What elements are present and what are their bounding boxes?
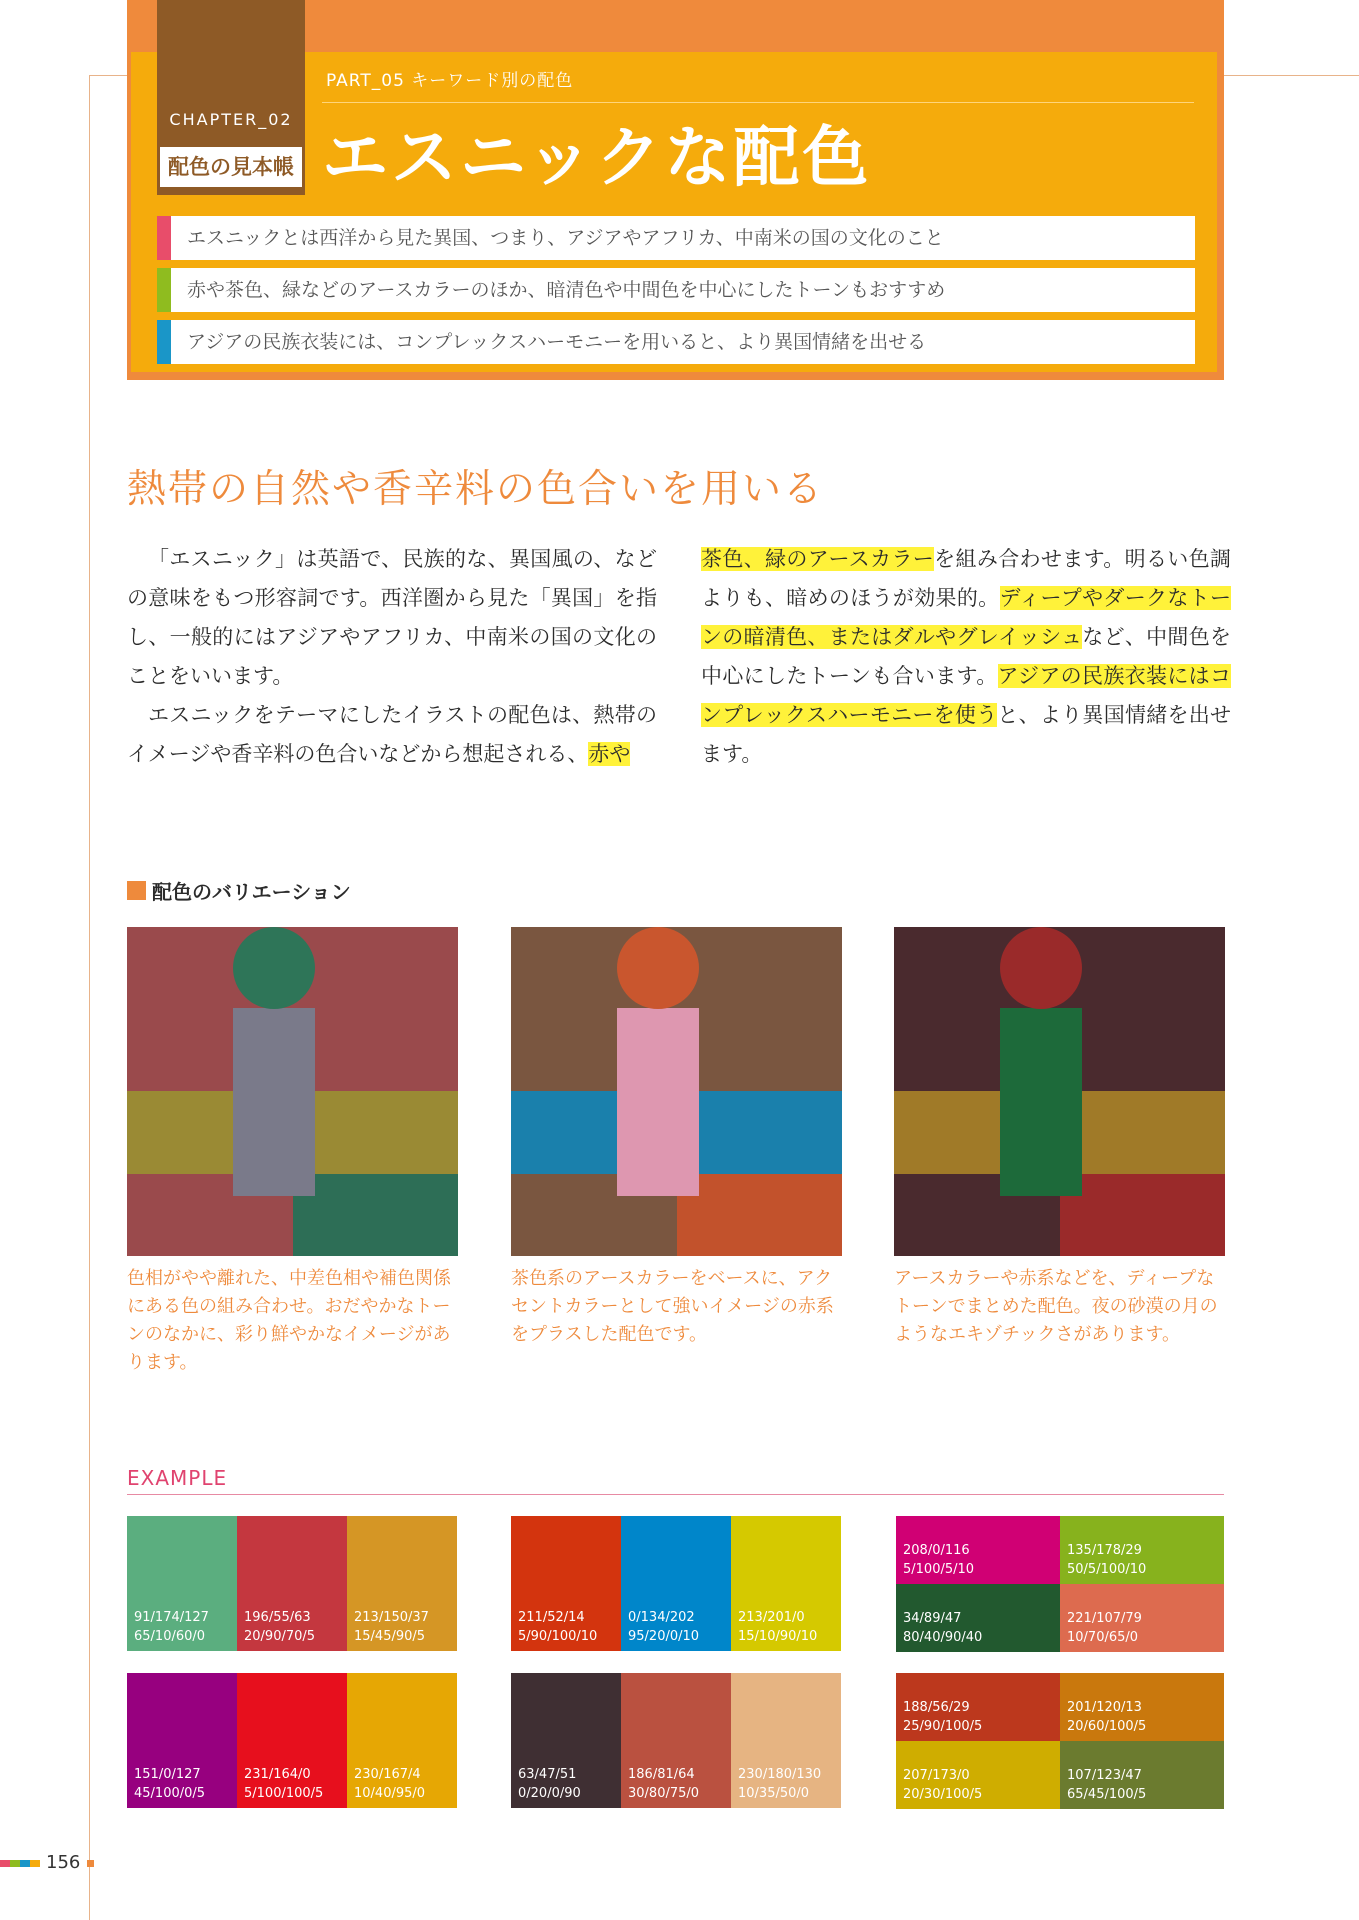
variation-caption-3: アースカラーや赤系などを、ディープなトーンでまとめた配色。夜の砂漠の月のようなエキゾチックさがあります。 — [894, 1268, 1218, 1345]
chapter-number: CHAPTER_02 — [169, 110, 293, 129]
swatch-values — [628, 1608, 699, 1646]
swatch-rgb: 230/167/4 — [354, 1767, 421, 1782]
swatch-cmyk: 5/100/100/5 — [244, 1786, 324, 1801]
swatch-values — [738, 1765, 821, 1803]
color-swatch — [127, 1516, 237, 1651]
bullet-marker — [157, 216, 171, 260]
swatch-values — [134, 1765, 205, 1803]
swatch-rgb: 196/55/63 — [244, 1610, 311, 1625]
swatch-rgb: 34/89/47 — [903, 1611, 962, 1626]
swatch-values — [1067, 1766, 1146, 1804]
color-swatch — [896, 1741, 1060, 1809]
color-swatch — [621, 1516, 731, 1651]
swatch-cmyk: 20/30/100/5 — [903, 1787, 983, 1802]
swatch-rgb: 207/173/0 — [903, 1768, 970, 1783]
swatch-rgb: 230/180/130 — [738, 1767, 822, 1782]
swatch-values — [518, 1765, 581, 1803]
swatch-values — [903, 1766, 982, 1804]
bullet-marker — [157, 268, 171, 312]
figure-body — [1000, 1008, 1082, 1196]
swatch-cmyk: 10/70/65/0 — [1067, 1630, 1139, 1645]
variation-illustration-3 — [894, 927, 1225, 1256]
variation-illustration-2 — [511, 927, 842, 1256]
figure-head — [1000, 927, 1082, 1009]
highlight-text: ディープやダークなトーンの暗清色、またはダルやグレイッシュ — [701, 586, 1232, 649]
margin-guide-right — [1224, 75, 1359, 76]
page-marker — [87, 1860, 94, 1867]
swatch-cmyk: 80/40/90/40 — [903, 1630, 983, 1645]
swatch-cmyk: 50/5/100/10 — [1067, 1562, 1147, 1577]
swatch-cmyk: 15/45/90/5 — [354, 1629, 426, 1644]
section-square-icon — [127, 881, 146, 900]
body-text: など、中間色を中心にしたトーンも合います。 — [701, 625, 1232, 688]
page-title: エスニックな配色 — [322, 119, 872, 196]
swatch-rgb: 208/0/116 — [903, 1543, 970, 1558]
color-swatch — [621, 1673, 731, 1808]
key-point-3 — [157, 320, 1195, 364]
swatch-values — [1067, 1541, 1146, 1579]
swatch-cmyk: 20/60/100/5 — [1067, 1719, 1147, 1734]
color-swatch — [237, 1673, 347, 1808]
illus-bottom-right — [677, 1174, 842, 1256]
color-swatch — [896, 1673, 1060, 1741]
page-color-bars — [0, 1860, 40, 1867]
swatch-values — [903, 1609, 982, 1647]
body-paragraph-1: 「エスニック」は英語で、民族的な、異国風の、などの意味をもつ形容詞です。西洋圏から見た「異国」を指し、一般的にはアジアやアフリカ、中南米の国の文化のことをいいます。 — [127, 547, 657, 688]
swatch-rgb: 107/123/47 — [1067, 1768, 1142, 1783]
figure-body — [617, 1008, 699, 1196]
swatch-cmyk: 10/40/95/0 — [354, 1786, 426, 1801]
swatch-rgb: 213/150/37 — [354, 1610, 429, 1625]
color-swatch — [511, 1516, 621, 1651]
figure-body — [233, 1008, 315, 1196]
margin-guide-vertical — [89, 75, 90, 1920]
swatch-cmyk: 95/20/0/10 — [628, 1629, 700, 1644]
example-heading: EXAMPLE — [127, 1466, 228, 1490]
body-text: と、より異国情緒を出せます。 — [701, 703, 1231, 766]
body-text: エスニックをテーマにしたイラストの配色は、熱帯のイメージや香辛料の色合いなどから想起される、 — [127, 703, 657, 766]
swatch-rgb: 186/81/64 — [628, 1767, 695, 1782]
variation-caption-1: 色相がやや離れた、中差色相や補色関係にある色の組み合わせ。おだやかなトーンのなかに、彩り鮮やかなイメージがあります。 — [127, 1268, 451, 1373]
swatch-values — [354, 1765, 425, 1803]
swatch-cmyk: 30/80/75/0 — [628, 1786, 700, 1801]
figure-head — [617, 927, 699, 1009]
swatch-rgb: 135/178/29 — [1067, 1543, 1142, 1558]
key-point-text: 赤や茶色、緑などのアースカラーのほか、暗清色や中間色を中心にしたトーンもおすすめ — [187, 279, 946, 301]
color-swatch — [731, 1673, 841, 1808]
color-swatch — [347, 1516, 457, 1651]
color-swatch — [896, 1584, 1060, 1652]
section-subheading: 熱帯の自然や香辛料の色合いを用いる — [127, 467, 825, 512]
body-paragraph-2 — [127, 696, 657, 774]
key-point-2 — [157, 268, 1195, 312]
color-swatch — [127, 1673, 237, 1808]
highlight-text: 赤や — [588, 742, 631, 766]
swatch-rgb: 151/0/127 — [134, 1767, 201, 1782]
key-point-1 — [157, 216, 1195, 260]
swatch-values — [903, 1541, 974, 1579]
body-left-column — [127, 540, 657, 774]
swatch-values — [518, 1608, 597, 1646]
swatch-values — [628, 1765, 699, 1803]
bullet-marker — [157, 320, 171, 364]
swatch-rgb: 91/174/127 — [134, 1610, 209, 1625]
part-divider — [322, 102, 1194, 103]
swatch-values — [244, 1608, 315, 1646]
swatch-cmyk: 65/10/60/0 — [134, 1629, 206, 1644]
color-swatch — [731, 1516, 841, 1651]
swatch-values — [134, 1608, 209, 1646]
illus-bottom-right — [1060, 1174, 1225, 1256]
swatch-cmyk: 25/90/100/5 — [903, 1719, 983, 1734]
part-label: PART_05 キーワード別の配色 — [326, 71, 574, 91]
swatch-rgb: 188/56/29 — [903, 1700, 970, 1715]
figure-head — [233, 927, 315, 1009]
color-swatch — [1060, 1584, 1224, 1652]
swatch-cmyk: 45/100/0/5 — [134, 1786, 206, 1801]
chapter-label: 配色の見本帳 — [160, 147, 302, 187]
swatch-cmyk: 10/35/50/0 — [738, 1786, 810, 1801]
color-swatch — [1060, 1673, 1224, 1741]
highlight-text: 茶色、緑のアースカラー — [701, 547, 935, 571]
swatch-rgb: 211/52/14 — [518, 1610, 585, 1625]
swatch-rgb: 231/164/0 — [244, 1767, 311, 1782]
body-text: を組み合わせます。明るい色調よりも、暗めのほうが効果的。 — [701, 547, 1231, 610]
swatch-values — [354, 1608, 429, 1646]
swatch-values — [903, 1698, 982, 1736]
illus-bottom-right — [293, 1174, 458, 1256]
swatch-rgb: 63/47/51 — [518, 1767, 577, 1782]
margin-guide-left — [89, 75, 127, 76]
color-swatch — [237, 1516, 347, 1651]
swatch-rgb: 221/107/79 — [1067, 1611, 1142, 1626]
color-swatch — [896, 1516, 1060, 1584]
variation-illustration-1 — [127, 927, 458, 1256]
color-swatch — [1060, 1741, 1224, 1809]
variation-caption-2: 茶色系のアースカラーをベースに、アクセントカラーとして強いイメージの赤系をプラスした配色です。 — [511, 1268, 834, 1345]
swatch-cmyk: 20/90/70/5 — [244, 1629, 316, 1644]
highlight-text: アジアの民族衣装にはコンプレックスハーモニーを使う — [701, 664, 1231, 727]
swatch-cmyk: 15/10/90/10 — [738, 1629, 818, 1644]
page-number: 156 — [46, 1852, 81, 1873]
key-point-text: アジアの民族衣装には、コンプレックスハーモニーを用いると、より異国情緒を出せる — [187, 331, 927, 353]
swatch-values — [738, 1608, 817, 1646]
swatch-values — [1067, 1698, 1146, 1736]
color-swatch — [1060, 1516, 1224, 1584]
swatch-values — [244, 1765, 323, 1803]
swatch-cmyk: 0/20/0/90 — [518, 1786, 581, 1801]
variation-heading: 配色のバリエーション — [152, 880, 351, 904]
swatch-rgb: 0/134/202 — [628, 1610, 695, 1625]
swatch-cmyk: 5/90/100/10 — [518, 1629, 598, 1644]
swatch-cmyk: 65/45/100/5 — [1067, 1787, 1147, 1802]
swatch-cmyk: 5/100/5/10 — [903, 1562, 975, 1577]
color-swatch — [511, 1673, 621, 1808]
swatch-rgb: 201/120/13 — [1067, 1700, 1142, 1715]
body-right-column — [701, 540, 1231, 774]
example-divider — [127, 1494, 1224, 1495]
color-swatch — [347, 1673, 457, 1808]
key-point-text: エスニックとは西洋から見た異国、つまり、アジアやアフリカ、中南米の国の文化のこと — [187, 227, 944, 249]
swatch-values — [1067, 1609, 1142, 1647]
swatch-rgb: 213/201/0 — [738, 1610, 805, 1625]
